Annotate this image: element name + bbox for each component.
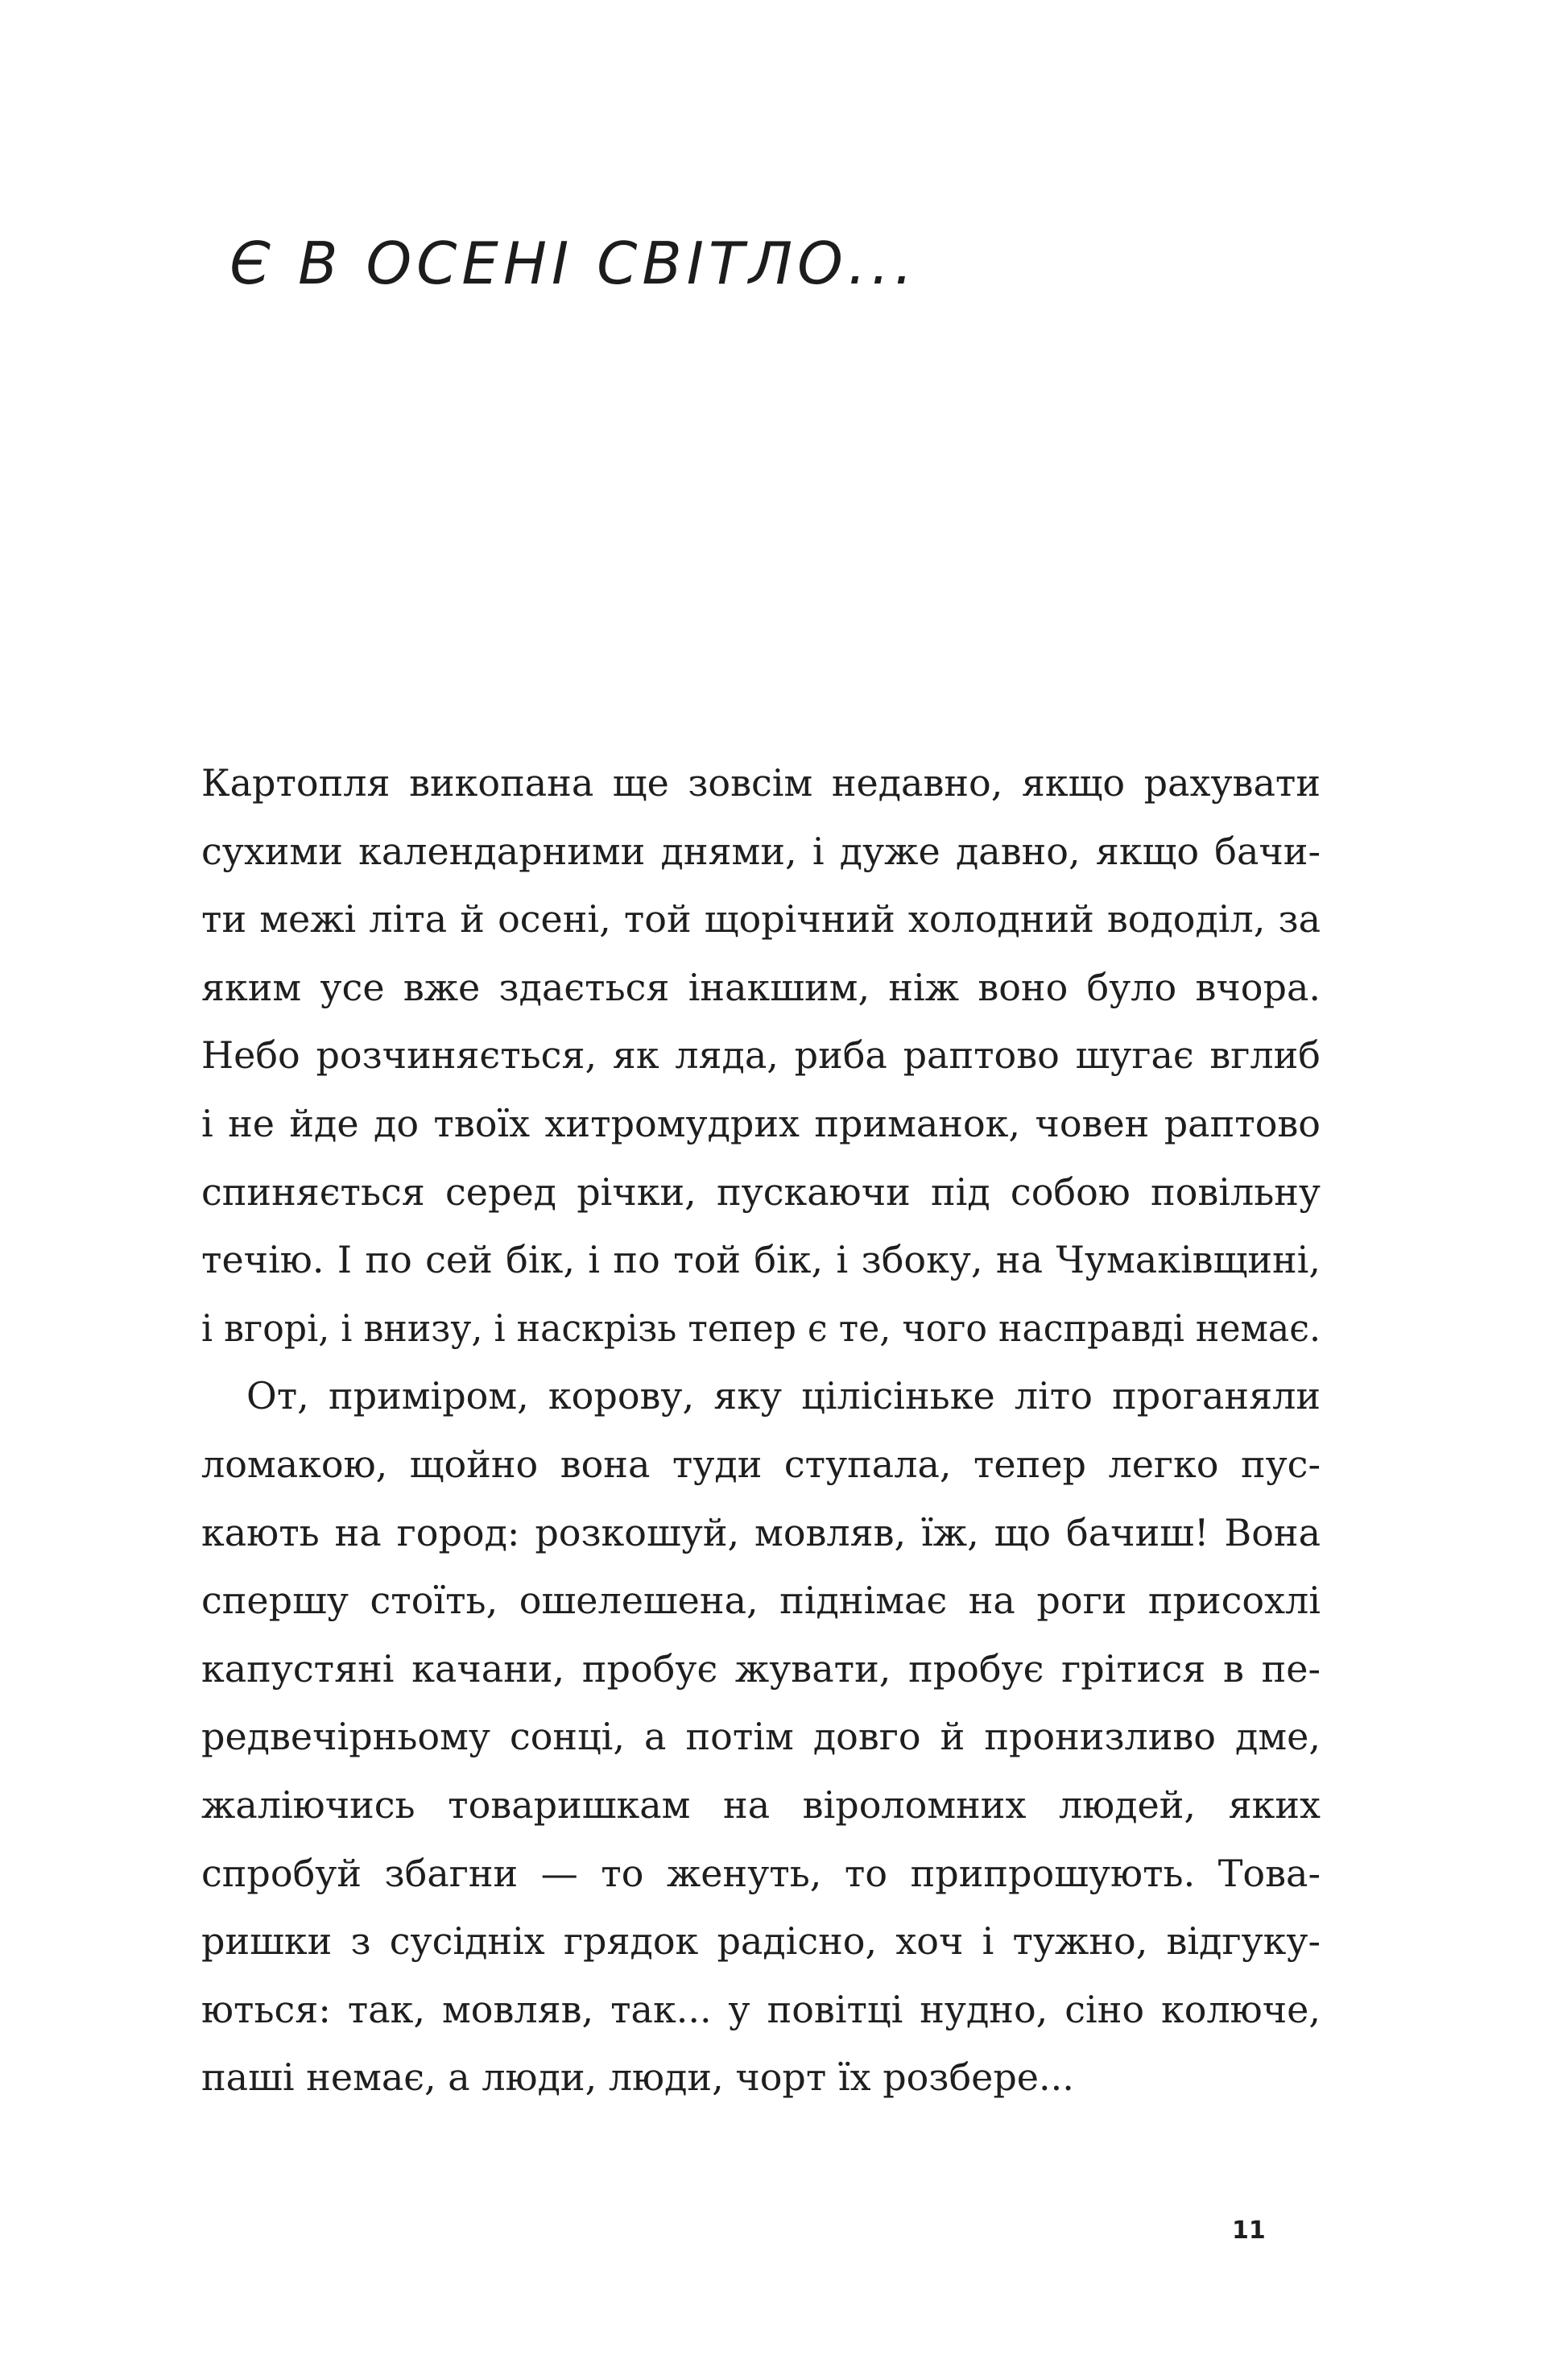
text-line: капустяні качани, пробує жувати, пробує грітися в пе- — [201, 1646, 1321, 1691]
text-line: От, приміром, корову, яку цілісіньке літо проганяли — [246, 1374, 1321, 1418]
text-line: паші немає, а люди, люди, чорт їх розбере... — [201, 2055, 1074, 2100]
text-line: і вгорі, і внизу, і наскрізь тепер є те, чого насправді немає. — [201, 1306, 1321, 1350]
text-line: ти межі літа й осені, той щорічний холодний вододіл, за — [201, 897, 1321, 942]
text-line: спробуй збагни — то женуть, то припрошують. Това- — [201, 1851, 1321, 1895]
paragraph-1 — [201, 749, 1321, 1362]
text-line: сухими календарними днями, і дуже давно, якщо бачи- — [201, 829, 1321, 873]
text-line: Картопля викопана ще зовсім недавно, якщо рахувати — [201, 761, 1321, 805]
text-line: і не йде до твоїх хитромудрих приманок, човен раптово — [201, 1101, 1321, 1145]
text-line: кають на город: розкошуй, мовляв, їж, що бачиш! Вона — [201, 1510, 1321, 1554]
page-number: 11 — [1232, 2217, 1266, 2245]
text-line: жаліючись товаришкам на віроломних людей, яких — [201, 1782, 1321, 1827]
chapter-title: Є В ОСЕНІ СВІТЛО... — [229, 230, 918, 297]
text-line: яким усе вже здається інакшим, ніж воно було вчора. — [201, 965, 1321, 1009]
paragraph-2 — [201, 1362, 1321, 2112]
text-line: ломакою, щойно вона туди ступала, тепер легко пус- — [201, 1442, 1321, 1486]
text-line: течію. І по сей бік, і по той бік, і збоку, на Чумаківщині, — [201, 1238, 1321, 1282]
text-line: ються: так, мовляв, так... у повітці нудно, сіно колюче, — [201, 1987, 1321, 2031]
text-line: ришки з сусідніх грядок радісно, хоч і тужно, відгуку- — [201, 1919, 1321, 1964]
text-line: спиняється серед річки, пускаючи під собою повільну — [201, 1169, 1321, 1214]
text-line: Небо розчиняється, як ляда, риба раптово шугає вглиб — [201, 1033, 1321, 1078]
text-line: редвечірньому сонці, а потім довго й пронизливо дме, — [201, 1715, 1321, 1759]
text-line: спершу стоїть, ошелешена, піднімає на роги присохлі — [201, 1579, 1321, 1623]
chapter-body — [201, 749, 1321, 2112]
